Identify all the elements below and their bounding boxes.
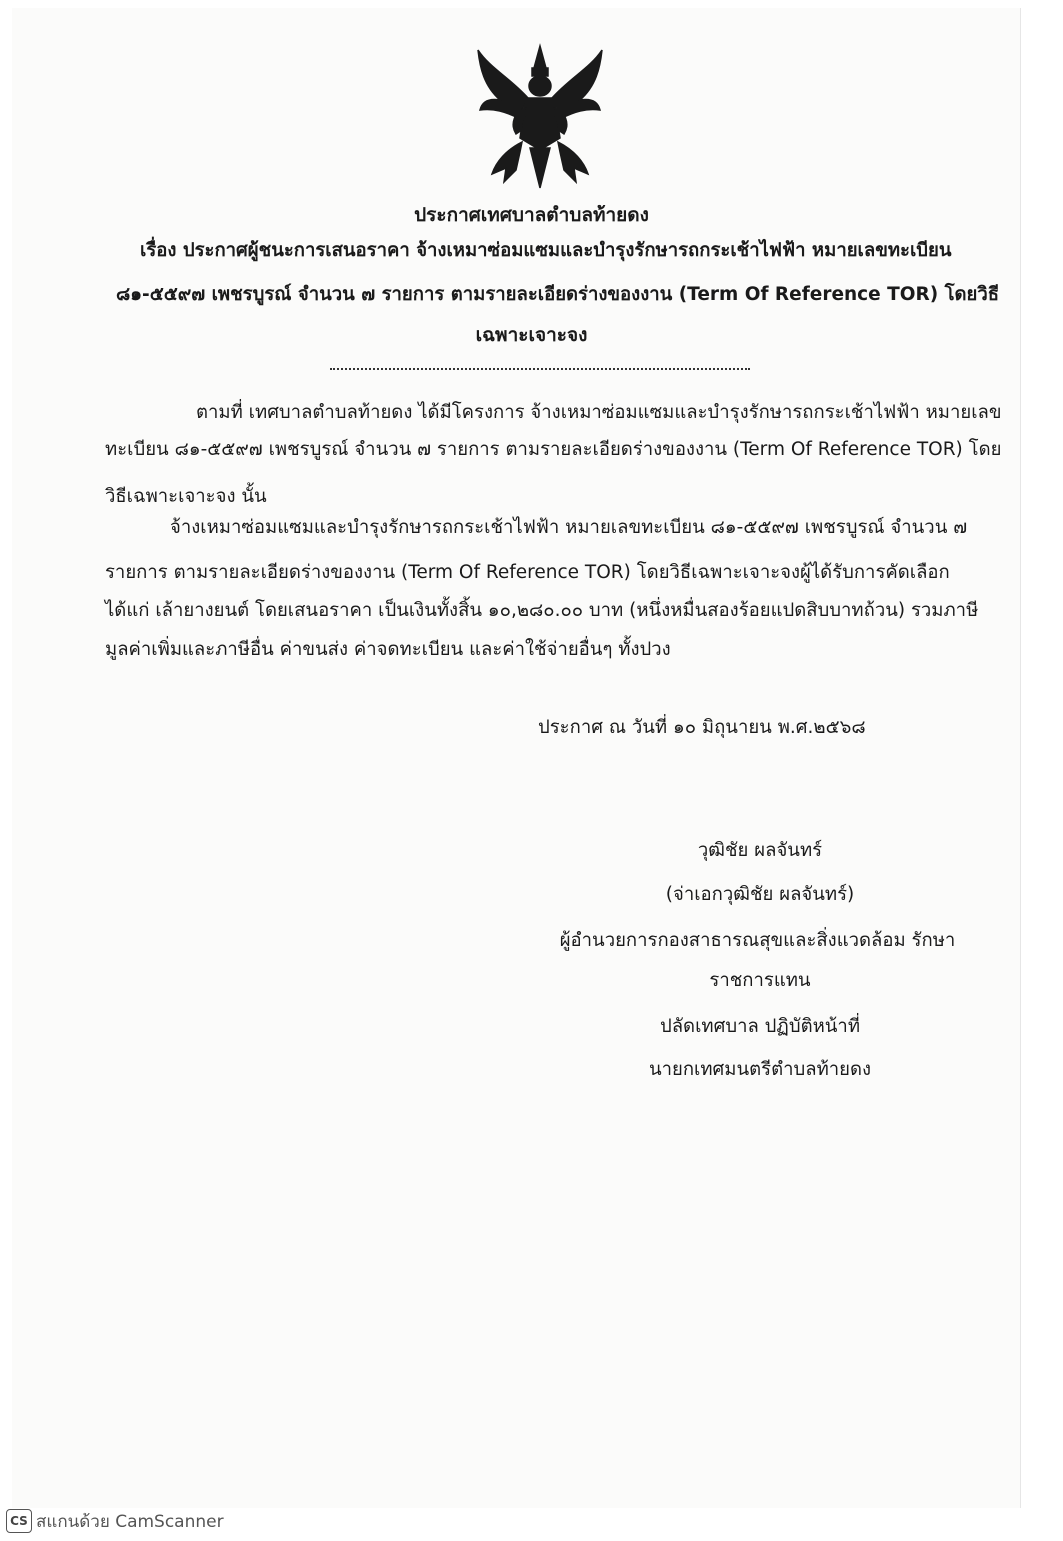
paragraph-2-line-4: มูลค่าเพิ่มและภาษีอื่น ค่าขนส่ง ค่าจดทะเบียน และค่าใช้จ่ายอื่นๆ ทั้งปวง bbox=[105, 639, 671, 660]
signed-name: วุฒิชัย ผลจันทร์ bbox=[697, 840, 823, 861]
document-title: ประกาศเทศบาลตำบลท้ายดง bbox=[414, 204, 649, 226]
subject-line-3: เฉพาะเจาะจง bbox=[475, 324, 588, 346]
document-page bbox=[12, 8, 1021, 1508]
paragraph-1-line-2: ทะเบียน ๘๑-๕๕๙๗ เพชรบูรณ์ จำนวน ๗ รายการ ตามรายละเอียดร่างของงาน (Term Of Reference TOR) โดย bbox=[105, 439, 1002, 460]
signatory-position-1: ผู้อำนวยการกองสาธารณสุขและสิ่งแวดล้อม รักษา bbox=[559, 930, 956, 951]
title-divider bbox=[330, 368, 750, 370]
garuda-emblem-icon bbox=[470, 38, 610, 198]
paragraph-2-line-3: ได้แก่ เล้ายางยนต์ โดยเสนอราคา เป็นเงินทั้งสิ้น ๑๐,๒๘๐.๐๐ บาท (หนึ่งหมื่นสองร้อยแปดสิบบาทถ้วน) รวมภาษี bbox=[105, 600, 979, 621]
signatory-position-4: นายกเทศมนตรีตำบลท้ายดง bbox=[648, 1059, 872, 1080]
paragraph-1-line-3: วิธีเฉพาะเจาะจง นั้น bbox=[105, 486, 267, 507]
camscanner-text: สแกนด้วย CamScanner bbox=[36, 1511, 224, 1532]
subject-line-2: ๘๑-๕๕๙๗ เพชรบูรณ์ จำนวน ๗ รายการ ตามรายละเอียดร่างของงาน (Term Of Reference TOR) โดยวิธี bbox=[116, 284, 1000, 305]
paragraph-2-line-1: จ้างเหมาซ่อมแซมและบำรุงรักษารถกระเช้าไฟฟ้า หมายเลขทะเบียน ๘๑-๕๕๙๗ เพชรบูรณ์ จำนวน ๗ bbox=[170, 517, 968, 538]
paragraph-1-line-1: ตามที่ เทศบาลตำบลท้ายดง ได้มีโครงการ จ้างเหมาซ่อมแซมและบำรุงรักษารถกระเช้าไฟฟ้า หมายเลข bbox=[196, 402, 1002, 423]
paragraph-2-line-2: รายการ ตามรายละเอียดร่างของงาน (Term Of Reference TOR) โดยวิธีเฉพาะเจาะจงผู้ได้รับการคัดเลือก bbox=[105, 562, 950, 583]
announce-date: ประกาศ ณ วันที่ ๑๐ มิถุนายน พ.ศ.๒๕๖๘ bbox=[538, 717, 866, 738]
camscanner-logo-icon: CS bbox=[6, 1509, 32, 1533]
camscanner-footer bbox=[6, 1508, 224, 1534]
signatory-position-3: ปลัดเทศบาล ปฏิบัติหน้าที่ bbox=[659, 1016, 861, 1037]
subject-line-1: เรื่อง ประกาศผู้ชนะการเสนอราคา จ้างเหมาซ่อมแซมและบำรุงรักษารถกระเช้าไฟฟ้า หมายเลขทะเบียน bbox=[140, 240, 952, 261]
signatory-position-2: ราชการแทน bbox=[709, 970, 811, 991]
signatory-full-name: (จ่าเอกวุฒิชัย ผลจันทร์) bbox=[665, 884, 855, 905]
